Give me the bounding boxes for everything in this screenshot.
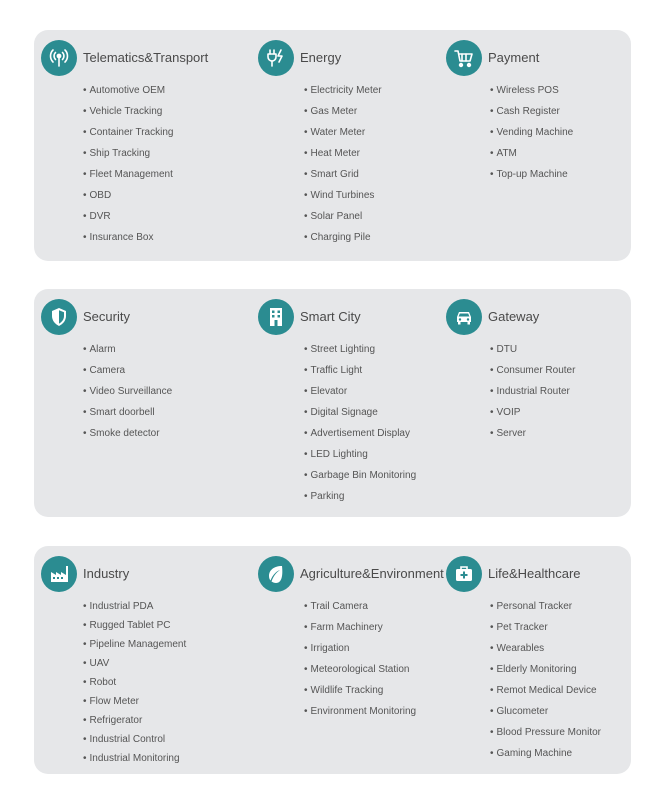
building-icon [258,299,294,335]
list-item: • Personal Tracker [490,600,601,621]
list-item: • Remot Medical Device [490,684,601,705]
list-item: • Glucometer [490,705,601,726]
list-item: • Elevator [304,385,416,406]
list-item: • Charging Pile [304,231,382,252]
category-item-list [83,343,172,448]
list-item: • Gaming Machine [490,747,601,768]
category-item-list [490,343,575,448]
power-plug-icon [258,40,294,76]
list-item: • Garbage Bin Monitoring [304,469,416,490]
list-item: • Solar Panel [304,210,382,231]
list-item: • Refrigerator [83,714,186,733]
list-item: • Container Tracking [83,126,173,147]
list-item: • Wearables [490,642,601,663]
category-title: Security [83,309,130,324]
list-item: • Heat Meter [304,147,382,168]
list-item: • UAV [83,657,186,676]
list-item: • Digital Signage [304,406,416,427]
list-item: • Consumer Router [490,364,575,385]
car-icon [446,299,482,335]
category-item-list [304,600,416,726]
list-item: • Camera [83,364,172,385]
list-item: • Wind Turbines [304,189,382,210]
antenna-signal-icon [41,40,77,76]
list-item: • Automotive OEM [83,84,173,105]
list-item: • Fleet Management [83,168,173,189]
list-item: • Industrial Router [490,385,575,406]
list-item: • Server [490,427,575,448]
list-item: • Smoke detector [83,427,172,448]
category-panel-3 [34,546,631,774]
category-title: Telematics&Transport [83,50,209,65]
list-item: • Traffic Light [304,364,416,385]
list-item: • Insurance Box [83,231,173,252]
category-title: Smart City [300,309,361,324]
list-item: • Industrial Control [83,733,186,752]
category-item-list [304,343,416,511]
list-item: • ATM [490,147,573,168]
category-item-list [490,84,573,189]
list-item: • Video Surveillance [83,385,172,406]
list-item: • Blood Pressure Monitor [490,726,601,747]
list-item: • Environment Monitoring [304,705,416,726]
category-title: Industry [83,566,130,581]
list-item: • Top-up Machine [490,168,573,189]
list-item: • Ship Tracking [83,147,173,168]
category-panel-2 [34,289,631,517]
list-item: • Wireless POS [490,84,573,105]
list-item: • Industrial PDA [83,600,186,619]
list-item: • Vehicle Tracking [83,105,173,126]
factory-icon [41,556,77,592]
list-item: • Pipeline Management [83,638,186,657]
list-item: • Wildlife Tracking [304,684,416,705]
list-item: • LED Lighting [304,448,416,469]
category-title: Gateway [488,309,540,324]
medical-kit-icon [446,556,482,592]
list-item: • Rugged Tablet PC [83,619,186,638]
list-item: • Irrigation [304,642,416,663]
list-item: • Water Meter [304,126,382,147]
list-item: • DVR [83,210,173,231]
list-item: • Smart doorbell [83,406,172,427]
list-item: • OBD [83,189,173,210]
list-item: • Meteorological Station [304,663,416,684]
shopping-cart-icon [446,40,482,76]
list-item: • Vending Machine [490,126,573,147]
category-item-list [83,84,173,252]
category-item-list [490,600,601,768]
shield-icon [41,299,77,335]
category-title: Energy [300,50,342,65]
list-item: • Industrial Monitoring [83,752,186,771]
category-item-list [83,600,186,771]
category-panel-1 [34,30,631,261]
list-item: • Pet Tracker [490,621,601,642]
list-item: • Parking [304,490,416,511]
category-item-list [304,84,382,252]
category-title: Agriculture&Environment [300,566,444,581]
list-item: • Farm Machinery [304,621,416,642]
list-item: • Robot [83,676,186,695]
list-item: • Flow Meter [83,695,186,714]
list-item: • DTU [490,343,575,364]
list-item: • Electricity Meter [304,84,382,105]
category-title: Payment [488,50,540,65]
list-item: • Smart Grid [304,168,382,189]
list-item: • Street Lighting [304,343,416,364]
list-item: • Elderly Monitoring [490,663,601,684]
list-item: • Trail Camera [304,600,416,621]
leaf-icon [258,556,294,592]
category-title: Life&Healthcare [488,566,581,581]
list-item: • Gas Meter [304,105,382,126]
list-item: • Alarm [83,343,172,364]
list-item: • VOIP [490,406,575,427]
list-item: • Advertisement Display [304,427,416,448]
list-item: • Cash Register [490,105,573,126]
